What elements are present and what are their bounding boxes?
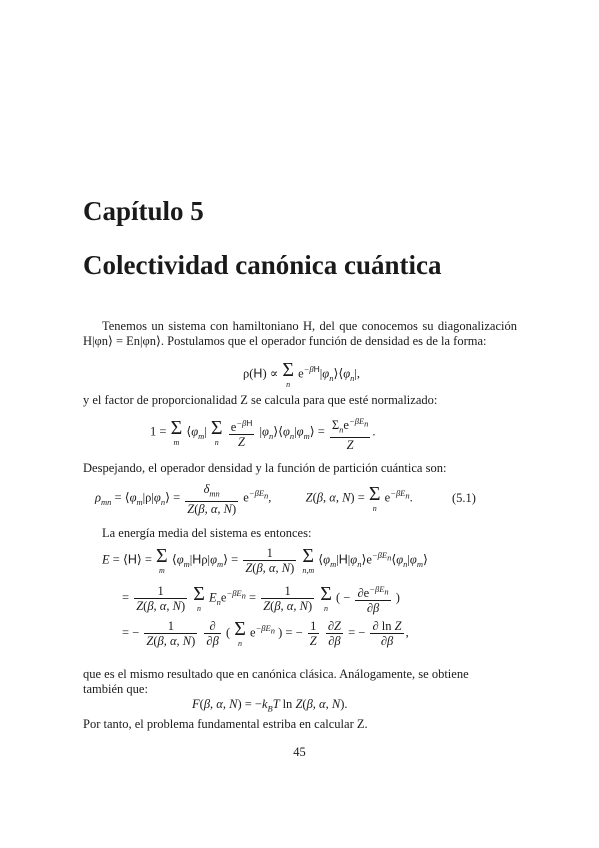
chapter-title: Colectividad canónica cuántica xyxy=(83,250,442,280)
paragraph-normalization: y el factor de proporcionalidad Z se calcula para que esté normalizado: xyxy=(83,393,438,407)
paragraph-energy: La energía media del sistema es entonces: xyxy=(102,526,312,540)
paragraph-partition: Despejando, el operador densidad y la función de partición cuántica son: xyxy=(83,461,447,475)
chapter-label: Capítulo 5 xyxy=(83,196,204,226)
paragraph-conclusion: Por tanto, el problema fundamental estriba en calcular Z. xyxy=(83,717,368,731)
paragraph-classical-b: también que: xyxy=(83,682,148,696)
page-number: 45 xyxy=(293,745,306,759)
equation-normalization: 1 = Σ m $⟨\varphi_m|$ Σ n $\frac{e^{-\beta H}}{Z}$ $|\varphi_n⟩⟨\varphi_n|\varphi_m⟩$ = $\frac{\Sigma_ne^{-\beta E_n}}{Z}$ . xyxy=(150,416,376,452)
equation-rho-definition: ρ(H) ∝ Σ n $e^{-\beta H}|\varphi_n⟩⟨\varphi_n|$, xyxy=(243,359,361,389)
equation-number: (5.1) xyxy=(452,491,476,505)
equation-energy-line-2: = $\frac{1}{Z(\beta, \alpha, N)}$ Σ n $E_ne^{-\beta E_n}$ = $\frac{1}{Z(\beta, \alpha, N)}$ Σ n ( − $\frac{\partial e^{-\beta E_n}}{\partial\beta}$ ) xyxy=(122,583,400,616)
paragraph-classical-a: que es el mismo resultado que en canónica clásica. Análogamente, se obtiene xyxy=(83,667,469,681)
equation-free-energy: F(β, α, $N) = -k_BT$ ln Z(β, α, N). xyxy=(192,697,348,714)
equation-energy-line-1: E = ⟨H⟩ = Σ m $⟨\varphi_m|H\rho|\varphi_m⟩$ = $\frac{1}{Z(\beta, \alpha, N)}$ Σ n,m $⟨\varphi_m|H|\varphi_n⟩e^{-\beta E_n}⟨\varphi_n|\varphi_m⟩$ xyxy=(102,545,428,575)
equation-energy-line-3: = − $\frac{1}{Z(\beta, \alpha, N)}$ $\frac{\partial}{\partial\beta}$ ( Σ n $e^{-\beta E_n}$ ) = − $\frac{1}{Z}$ $\frac{\partial Z}{\partial\beta}$ = − $\frac{\text{∂ ln Z}}{\partial\beta}$ , xyxy=(122,618,409,648)
equation-5-1: $\rho_{mn}$ = $⟨\varphi_m|\rho|\varphi_n⟩$ = $\frac{\delta_{mn}}{Z(\beta, \alpha, N)}$ $e^{-\beta E_n}$, Z(β, α, N) = Σ n $e^{-\beta E_n}$. xyxy=(95,482,413,516)
paragraph-intro: Tenemos un sistema con hamiltoniano H, del que conocemos su diagonalización H|φn⟩ = En|φn⟩. Postulamos que el operador función de densidad es de la forma: xyxy=(83,319,517,348)
